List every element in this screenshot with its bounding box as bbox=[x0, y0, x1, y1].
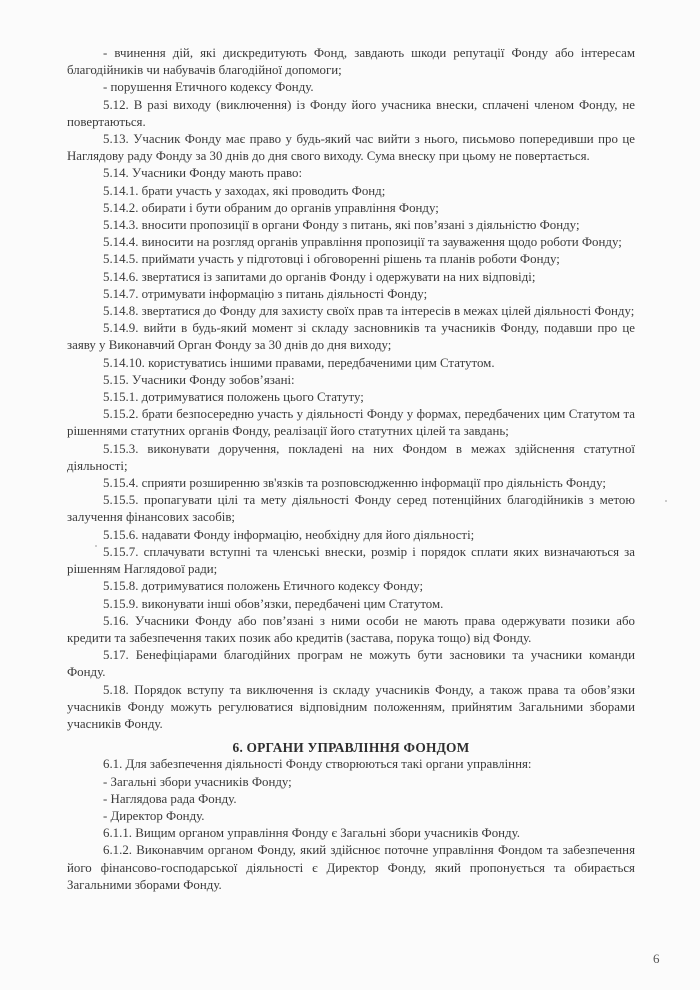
paragraph-5-15-2: 5.15.2. брати безпосередню участь у діяльності Фонду у формах, передбачених цим Статутом та рішеннями статутних органів Фонду, реалізації його статутних цілей та завдань; bbox=[67, 407, 635, 439]
section-6-heading: 6. ОРГАНИ УПРАВЛІННЯ ФОНДОМ bbox=[232, 740, 470, 756]
paragraph-5-15-5: 5.15.5. пропагувати цілі та мету діяльності Фонду серед потенційних благодійників з метою залучення фінансових засобів; bbox=[67, 493, 635, 525]
paragraph-5-15-3: 5.15.3. виконувати доручення, покладені на них Фондом в межах здійснення статутної діяльності; bbox=[67, 441, 635, 473]
paragraph-5-14-9: 5.14.9. вийти в будь-який момент зі складу засновників та учасників Фонду, подавши про це заяву у Виконавчий Орган Фонду за 30 днів до дня виходу; bbox=[67, 321, 635, 353]
paragraph-6-1-2: 6.1.2. Виконавчим органом Фонду, який здійснює поточне управління Фондом та забезпечення його фінансово-господарської діяльності є Директор Фонду, який пропонується та обирається Загальними зборами Фонду. bbox=[67, 843, 635, 892]
paragraph-5-14-4: 5.14.4. виносити на розгляд органів управління пропозиції та зауваження щодо роботи Фонду; bbox=[103, 235, 622, 250]
paragraph-5-14-5: 5.14.5. приймати участь у підготовці і обговоренні рішень та планів роботи Фонду; bbox=[103, 252, 560, 267]
document-page bbox=[67, 45, 635, 894]
paragraph-5-15: 5.15. Учасники Фонду зобов’язані: bbox=[103, 372, 295, 387]
paragraph-5-14-8: 5.14.8. звертатися до Фонду для захисту своїх прав та інтересів в межах цілей діяльності Фонду; bbox=[103, 304, 635, 319]
paragraph-6-1: 6.1. Для забезпечення діяльності Фонду створюються такі органи управління: bbox=[103, 757, 532, 772]
scan-speck bbox=[95, 545, 97, 547]
list-item-general-meeting: - Загальні збори учасників Фонду; bbox=[103, 774, 292, 789]
paragraph-5-14: 5.14. Учасники Фонду мають право: bbox=[103, 166, 303, 181]
scan-speck bbox=[665, 500, 667, 502]
paragraph-5-15-6: 5.15.6. надавати Фонду інформацію, необхідну для його діяльності; bbox=[103, 527, 475, 542]
paragraph-5-12: 5.12. В разі виходу (виключення) із Фонду його учасника внески, сплачені членом Фонду, не повертаються. bbox=[67, 97, 635, 129]
paragraph-5-16: 5.16. Учасники Фонду або пов’язані з ними особи не мають права одержувати позики або кредити та забезпечення таких позик або кредитів (застава, порука тощо) від Фонду. bbox=[67, 613, 635, 645]
page-number: 6 bbox=[653, 951, 660, 966]
paragraph-5-14-1: 5.14.1. брати участь у заходах, які проводить Фонд; bbox=[103, 183, 386, 198]
paragraph-5-15-7: 5.15.7. сплачувати вступні та членські внески, розмір і порядок сплати яких визначаються за рішенням Наглядової ради; bbox=[67, 544, 635, 577]
paragraph-6-1-1: 6.1.1. Вищим органом управління Фонду є Загальні збори учасників Фонду. bbox=[103, 826, 520, 841]
paragraph-5-15-1: 5.15.1. дотримуватися положень цього Статуту; bbox=[103, 390, 364, 405]
paragraph-5-13: 5.13. Учасник Фонду має право у будь-який час вийти з нього, письмово попередивши про це Наглядову раду Фонду за 30 днів до дня свого виходу. Сума внеску при цьому не повертається. bbox=[67, 132, 635, 164]
paragraph-5-14-7: 5.14.7. отримувати інформацію з питань діяльності Фонду; bbox=[103, 286, 428, 301]
paragraph-5-14-2: 5.14.2. обирати і бути обраним до органів управління Фонду; bbox=[103, 200, 439, 215]
list-item-supervisory-board: - Наглядова рада Фонду. bbox=[103, 791, 237, 806]
paragraph-5-17: 5.17. Бенефіціарами благодійних програм не можуть бути засновики та учасники команди Фонду. bbox=[67, 648, 635, 680]
paragraph-5-14-6: 5.14.6. звертатися із запитами до органів Фонду і одержувати на них відповіді; bbox=[103, 269, 536, 284]
paragraph-5-15-8: 5.15.8. дотримуватися положень Етичного кодексу Фонду; bbox=[103, 579, 424, 594]
paragraph-clause-ethics-violation: - порушення Етичного кодексу Фонду. bbox=[103, 80, 314, 95]
list-item-director: - Директор Фонду. bbox=[103, 808, 205, 823]
paragraph-5-15-4: 5.15.4. сприяти розширенню зв'язків та розповсюдженню інформації про діяльність Фонду; bbox=[103, 476, 606, 491]
paragraph-5-15-9: 5.15.9. виконувати інші обов’язки, передбачені цим Статутом. bbox=[103, 596, 444, 611]
paragraph-5-14-10: 5.14.10. користуватись іншими правами, передбаченими цим Статутом. bbox=[103, 355, 495, 370]
paragraph-5-14-3: 5.14.3. вносити пропозиції в органи Фонду з питань, які пов’язані з діяльністю Фонду; bbox=[103, 218, 580, 233]
paragraph-clause-discredit: - вчинення дій, які дискредитують Фонд, завдають шкоди репутації Фонду або інтересам благодійників чи набувачів благодійної допомоги; bbox=[67, 46, 635, 78]
paragraph-5-18: 5.18. Порядок вступу та виключення із складу учасників Фонду, а також права та обов’язки учасників Фонду можуть регулюватися відповідним положенням, прийнятим Загальними зборами учасників Фонду. bbox=[67, 682, 635, 731]
